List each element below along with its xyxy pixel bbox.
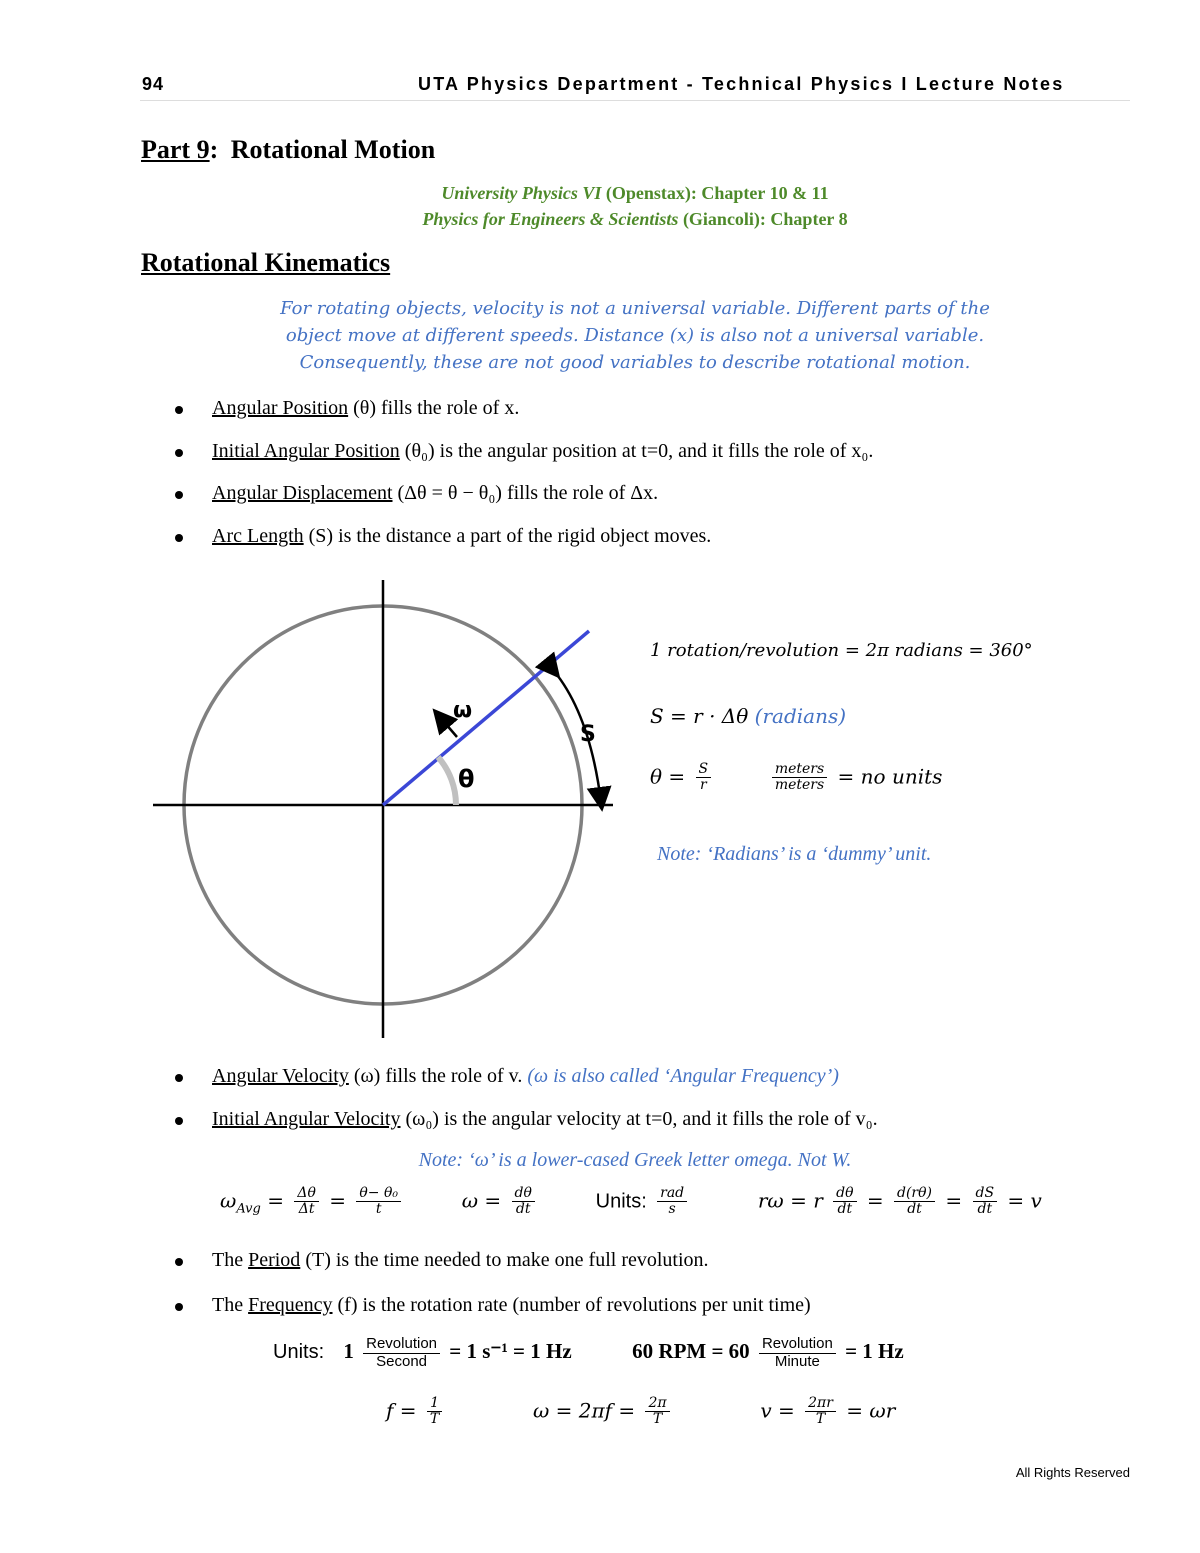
fraction-numerator: 2πr: [805, 1396, 836, 1412]
omega-avg: ω: [220, 1188, 237, 1213]
reference-2: [140, 209, 1130, 230]
units-numerator: meters: [772, 762, 827, 778]
fraction-denominator: dt: [977, 1201, 993, 1218]
fraction-numerator: 1: [427, 1396, 442, 1412]
fraction-denominator: Δt: [298, 1201, 315, 1218]
bullet-text: (ω) fills the role of v.: [348, 1065, 528, 1087]
arc-length-formula: S = r · Δθ: [650, 704, 749, 728]
r-omega: rω = r: [757, 1188, 823, 1213]
equals-sign: =: [267, 1188, 284, 1213]
fraction-denominator: Second: [376, 1352, 427, 1370]
intro-line-3: Consequently, these are not good variables to describe rotational motion.: [299, 352, 971, 373]
bullet-dot: [175, 1258, 183, 1266]
bullet-period: [212, 1249, 709, 1272]
units-label: Units:: [595, 1190, 647, 1213]
bullet-dot: [175, 1117, 183, 1125]
r-theta-fraction: [894, 1186, 935, 1218]
term-frequency: Frequency: [248, 1294, 333, 1316]
equals-sign: =: [329, 1188, 346, 1213]
omega-label: ω: [453, 698, 473, 723]
theta-arc: [438, 757, 456, 805]
fraction-numerator: Δθ: [294, 1186, 319, 1202]
page-number: 94: [142, 74, 165, 94]
period-frequency-equations: [386, 1396, 895, 1428]
omega-frequency-lhs: ω = 2πf =: [532, 1398, 636, 1423]
rev-per-second-fraction: [363, 1336, 440, 1370]
arc-length-unit: (radians): [754, 704, 847, 728]
term-angular-velocity: Angular Velocity: [212, 1065, 349, 1087]
velocity-result: = v: [1007, 1188, 1042, 1213]
bullet-text: (S) is the distance a part of the rigid object moves.: [303, 525, 712, 547]
radians-note: Note: ‘Radians’ is a ‘dummy’ unit.: [657, 843, 932, 865]
fraction-numerator: dθ: [512, 1186, 535, 1202]
part-heading: [141, 135, 435, 165]
two-pi-over-t-fraction: [645, 1396, 669, 1428]
bullet-initial-angular-velocity: [212, 1108, 878, 1131]
arc-length-equation: [650, 704, 846, 728]
part-colon: :: [209, 135, 219, 164]
fraction-denominator: T: [429, 1411, 440, 1428]
bullet-dot: [175, 1303, 183, 1311]
fraction-numerator: rad: [657, 1186, 687, 1202]
one-over-t-fraction: [427, 1396, 442, 1428]
bullet-dot: [175, 491, 183, 499]
omega-note: Note: ‘ω’ is a lower-cased Greek letter omega. Not W.: [418, 1149, 852, 1171]
fraction-denominator: dt: [907, 1201, 922, 1218]
units-fraction: [772, 762, 827, 794]
reference-1-chapter: (Openstax): Chapter 10 & 11: [601, 183, 829, 203]
avg-subscript: Avg: [236, 1201, 261, 1217]
page-header: [140, 74, 1130, 101]
intro-line-1: For rotating objects, velocity is not a universal variable. Different parts of the: [280, 298, 990, 319]
units-label: Units:: [273, 1340, 325, 1363]
bullet-text: (θ₀) is the angular position at t=0, and it fills the role of x₀.: [399, 440, 874, 462]
reference-2-book: Physics for Engineers & Scientists: [422, 209, 679, 229]
bullet-prefix: The: [212, 1294, 249, 1316]
two-pi-r-over-t-fraction: [805, 1396, 836, 1428]
units-one: 1: [343, 1338, 354, 1363]
bullet-angular-position: [212, 397, 519, 420]
header-title: UTA Physics Department - Technical Physics I Lecture Notes: [418, 74, 1065, 94]
fraction-denominator: T: [815, 1411, 826, 1428]
fraction-numerator: Revolution: [363, 1336, 440, 1354]
delta-fraction: [294, 1186, 319, 1218]
equals-sign: =: [866, 1188, 884, 1213]
derivative-fraction: [512, 1186, 535, 1218]
fraction-denominator: dt: [515, 1201, 531, 1218]
bullet-dot: [175, 534, 183, 542]
bullet-dot: [175, 449, 183, 457]
ds-dt-fraction: [973, 1186, 998, 1218]
part-label: Part 9: [141, 135, 210, 164]
fraction-numerator: θ− θ₀: [356, 1186, 401, 1202]
term-angular-position: Angular Position: [212, 397, 349, 419]
bullet-arc-length: [212, 525, 711, 548]
rotation-equivalence: 1 rotation/revolution = 2π radians = 360°: [650, 640, 1033, 661]
bullet-frequency: [212, 1294, 811, 1317]
part-title: Rotational Motion: [230, 135, 436, 164]
bullet-angular-velocity: [212, 1065, 839, 1088]
fraction-denominator: s: [668, 1201, 676, 1218]
footer-copyright: All Rights Reserved: [1015, 1465, 1130, 1480]
theta-equation: [650, 762, 942, 794]
r-derivative-fraction: [833, 1186, 856, 1218]
frequency-lhs: f =: [386, 1398, 417, 1423]
velocity-rhs: = ωr: [846, 1398, 896, 1423]
theta-denominator: r: [699, 777, 707, 794]
rpm-equivalence: 60 RPM = 60: [632, 1338, 750, 1363]
radius-line: [383, 631, 589, 805]
fraction-denominator: dt: [837, 1201, 853, 1218]
term-initial-angular-velocity: Initial Angular Velocity: [212, 1108, 401, 1130]
units-denominator: meters: [774, 777, 825, 794]
fraction-numerator: dθ: [833, 1186, 856, 1202]
rad-per-s-fraction: [657, 1186, 687, 1218]
term-arc-length: Arc Length: [212, 525, 304, 547]
bullet-text: (ω₀) is the angular velocity at t=0, and it fills the role of v₀.: [400, 1108, 878, 1130]
theta-numerator: S: [696, 762, 712, 778]
fraction-denominator: Minute: [774, 1352, 820, 1370]
theta-difference-fraction: [356, 1186, 401, 1218]
bullet-text: (Δθ = θ − θ₀) fills the role of Δx.: [392, 482, 659, 504]
term-angular-displacement: Angular Displacement: [212, 482, 393, 504]
omega-instant: ω =: [461, 1188, 502, 1213]
theta-label: θ: [458, 765, 475, 793]
intro-line-2: object move at different speeds. Distance (x) is also not a universal variable.: [285, 325, 985, 346]
bullet-text: (T) is the time needed to make one full revolution.: [300, 1249, 709, 1271]
theta-lhs: θ =: [650, 764, 686, 789]
equals-sign: =: [945, 1188, 963, 1213]
fraction-numerator: d(rθ): [894, 1186, 935, 1202]
rev-per-minute-fraction: [759, 1336, 836, 1370]
reference-2-chapter: (Giancoli): Chapter 8: [678, 209, 848, 229]
velocity-lhs: v =: [760, 1398, 795, 1423]
bullet-text: (θ) fills the role of x.: [348, 397, 520, 419]
reference-1-book: University Physics VI: [441, 183, 602, 203]
rpm-result: = 1 Hz: [845, 1338, 904, 1363]
s-label: S: [580, 722, 596, 747]
theta-fraction: [696, 762, 712, 794]
section-title: Rotational Kinematics: [141, 248, 391, 277]
angular-frequency-aside: (ω is also called ‘Angular Frequency’): [527, 1065, 839, 1087]
units-result: = no units: [837, 764, 943, 789]
fraction-numerator: dS: [973, 1186, 998, 1202]
bullet-initial-angular-position: [212, 440, 873, 463]
frequency-units-line: [273, 1336, 904, 1370]
term-initial-angular-position: Initial Angular Position: [212, 440, 400, 462]
bullet-dot: [175, 406, 183, 414]
reference-1: [140, 183, 1130, 204]
bullet-prefix: The: [212, 1249, 249, 1271]
fraction-denominator: T: [652, 1411, 663, 1428]
bullet-angular-displacement: [212, 482, 658, 505]
fraction-numerator: Revolution: [759, 1336, 836, 1354]
intro-paragraph: [240, 295, 1030, 376]
angular-velocity-equations: [220, 1186, 1042, 1218]
bullet-dot: [175, 1074, 183, 1082]
fraction-denominator: t: [375, 1201, 382, 1218]
fraction-numerator: 2π: [645, 1396, 669, 1412]
rotation-diagram: [145, 575, 625, 1045]
term-period: Period: [248, 1249, 301, 1271]
hertz-equivalence: = 1 s⁻¹ = 1 Hz: [449, 1338, 572, 1363]
bullet-text: (f) is the rotation rate (number of revolutions per unit time): [332, 1294, 811, 1316]
